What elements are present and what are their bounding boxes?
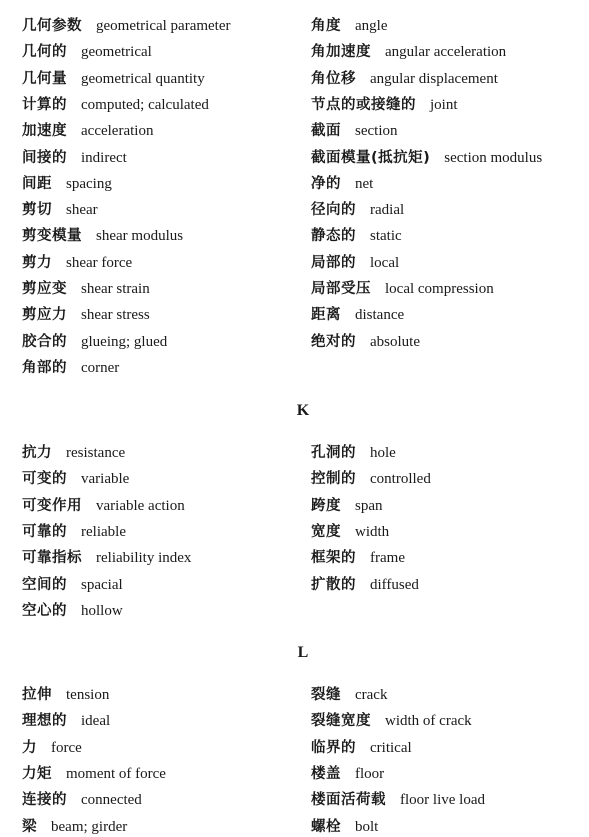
entry-term-chinese: 可靠的 xyxy=(22,523,67,540)
entry-term-chinese: 裂缝 xyxy=(311,687,341,703)
entry-term-chinese: 剪应力 xyxy=(22,307,67,324)
glossary-entry xyxy=(311,765,384,783)
entry-term-chinese: 可靠指标 xyxy=(22,550,82,567)
entry-term-english: distance xyxy=(355,307,405,324)
entry-term-english: shear strain xyxy=(81,281,150,297)
entry-term-english: section modulus xyxy=(444,149,543,166)
entry-term-english: critical xyxy=(370,739,412,756)
entry-term-english: span xyxy=(355,497,383,514)
entry-term-english: beam; girder xyxy=(51,818,128,835)
entry-term-english: static xyxy=(370,228,402,245)
entry-term-chinese: 间距 xyxy=(22,175,52,192)
entry-term-chinese: 可变作用 xyxy=(22,497,82,514)
entry-term-chinese: 临界的 xyxy=(311,739,356,756)
entry-term-english: width of crack xyxy=(385,713,472,730)
entry-term-chinese: 拉伸 xyxy=(22,687,52,703)
entry-term-chinese: 剪力 xyxy=(22,254,52,271)
glossary-entry xyxy=(22,43,152,61)
glossary-entry xyxy=(311,686,387,704)
glossary-entry xyxy=(311,227,402,245)
glossary-entry xyxy=(311,444,396,462)
entry-term-english: bolt xyxy=(355,818,379,835)
entry-term-english: variable xyxy=(81,471,130,488)
entry-term-chinese: 框架的 xyxy=(311,550,356,567)
glossary-entry xyxy=(22,254,132,272)
glossary-entry xyxy=(22,712,110,730)
entry-term-english: spacing xyxy=(66,175,112,192)
glossary-entry xyxy=(22,96,209,114)
entry-term-english: shear xyxy=(66,202,98,219)
glossary-entry xyxy=(311,333,420,351)
entry-term-chinese: 截面 xyxy=(311,123,341,140)
glossary-entry xyxy=(22,576,123,594)
glossary-entry xyxy=(311,17,387,35)
glossary-entry xyxy=(311,254,399,272)
glossary-entry xyxy=(22,470,129,488)
glossary-entry xyxy=(311,497,383,515)
entry-term-chinese: 控制的 xyxy=(311,471,356,488)
entry-term-chinese: 净的 xyxy=(311,175,341,192)
entry-term-english: diffused xyxy=(370,576,419,593)
glossary-entry xyxy=(22,765,166,783)
entry-term-english: reliable xyxy=(81,523,126,540)
entry-term-chinese: 空心的 xyxy=(22,602,67,619)
glossary-entry xyxy=(311,280,494,298)
glossary-entry xyxy=(311,712,472,730)
entry-term-english: reliability index xyxy=(96,550,192,567)
entry-term-chinese: 几何的 xyxy=(22,44,67,61)
entry-term-chinese: 几何参数 xyxy=(22,18,82,34)
entry-term-chinese: 胶合的 xyxy=(22,333,67,350)
glossary-entry xyxy=(22,739,82,757)
glossary-entry xyxy=(22,791,142,809)
entry-term-english: force xyxy=(51,739,82,756)
entry-term-chinese: 静态的 xyxy=(311,228,356,245)
entry-term-chinese: 连接的 xyxy=(22,792,67,809)
glossary-entry xyxy=(22,227,183,245)
entry-term-chinese: 可变的 xyxy=(22,471,67,488)
entry-term-chinese: 计算的 xyxy=(22,96,67,113)
glossary-entry xyxy=(22,333,167,351)
entry-term-chinese: 加速度 xyxy=(22,123,67,140)
entry-term-chinese: 空间的 xyxy=(22,576,67,593)
entry-term-english: hollow xyxy=(81,602,123,619)
entry-term-english: corner xyxy=(81,359,120,376)
entry-term-chinese: 裂缝宽度 xyxy=(311,713,371,730)
entry-term-chinese: 梁 xyxy=(22,818,37,835)
entry-term-chinese: 楼面活荷载 xyxy=(311,792,386,809)
entry-term-english: width xyxy=(355,523,390,540)
entry-term-english: geometrical xyxy=(81,44,152,61)
entry-term-english: frame xyxy=(370,550,405,567)
glossary-entry xyxy=(311,175,373,193)
entry-term-english: geometrical quantity xyxy=(81,70,205,87)
glossary-entry xyxy=(22,818,127,836)
section-heading: L xyxy=(297,644,309,661)
entry-term-english: spacial xyxy=(81,576,123,593)
glossary-entry xyxy=(22,201,98,219)
entry-term-english: section xyxy=(355,123,398,140)
glossary-entry xyxy=(22,602,123,620)
entry-term-chinese: 力 xyxy=(22,739,37,756)
glossary-entry xyxy=(311,470,431,488)
entry-term-english: angle xyxy=(355,18,388,34)
entry-term-english: joint xyxy=(430,96,458,113)
entry-term-english: floor xyxy=(355,765,385,782)
entry-term-english: crack xyxy=(355,687,388,703)
entry-term-chinese: 间接的 xyxy=(22,149,67,166)
entry-term-english: radial xyxy=(370,202,405,219)
glossary-entry xyxy=(22,149,127,167)
entry-term-english: shear force xyxy=(66,254,133,271)
glossary-entry xyxy=(311,122,398,140)
entry-term-english: tension xyxy=(66,687,110,703)
entry-term-chinese: 理想的 xyxy=(22,713,67,730)
entry-term-chinese: 剪切 xyxy=(22,202,52,219)
glossary-entry xyxy=(22,686,109,704)
glossary-entry xyxy=(311,818,378,836)
entry-term-chinese: 距离 xyxy=(311,307,341,324)
entry-term-english: shear modulus xyxy=(96,228,184,245)
entry-term-english: geometrical parameter xyxy=(96,18,231,34)
glossary-entry xyxy=(311,306,404,324)
glossary-entry xyxy=(311,549,405,567)
glossary-entry xyxy=(22,175,112,193)
glossary-entry xyxy=(22,497,185,515)
entry-term-chinese: 楼盖 xyxy=(311,765,341,782)
section-heading: K xyxy=(296,402,310,419)
entry-term-chinese: 绝对的 xyxy=(311,333,356,350)
glossary-entry xyxy=(311,96,458,114)
entry-term-english: glueing; glued xyxy=(81,333,168,350)
entry-term-chinese: 螺栓 xyxy=(311,818,341,835)
entry-term-english: hole xyxy=(370,445,396,461)
entry-term-chinese: 剪应变 xyxy=(22,281,67,297)
entry-term-chinese: 扩散的 xyxy=(311,576,356,593)
entry-term-english: computed; calculated xyxy=(81,96,209,113)
entry-term-english: controlled xyxy=(370,471,431,488)
entry-term-english: local compression xyxy=(385,281,494,297)
entry-term-chinese: 宽度 xyxy=(311,523,341,540)
entry-term-english: local xyxy=(370,254,400,271)
glossary-entry xyxy=(22,70,205,88)
entry-term-chinese: 跨度 xyxy=(311,497,341,514)
entry-term-english: shear stress xyxy=(81,307,150,324)
glossary-entry xyxy=(311,70,498,88)
entry-term-english: angular acceleration xyxy=(385,44,507,61)
glossary-entry xyxy=(22,549,191,567)
entry-term-chinese: 角度 xyxy=(311,18,341,34)
glossary-entry xyxy=(311,791,485,809)
glossary-entry xyxy=(22,306,150,324)
entry-term-chinese: 角位移 xyxy=(311,70,356,87)
entry-term-english: moment of force xyxy=(66,765,166,782)
glossary-entry xyxy=(22,17,231,35)
glossary-entry xyxy=(311,43,506,61)
entry-term-chinese: 几何量 xyxy=(22,70,67,87)
glossary-entry xyxy=(311,201,404,219)
entry-term-chinese: 局部受压 xyxy=(311,281,371,297)
entry-term-chinese: 孔洞的 xyxy=(311,445,356,461)
glossary-entry xyxy=(22,444,125,462)
entry-term-chinese: 径向的 xyxy=(311,202,356,219)
entry-term-english: absolute xyxy=(370,333,420,350)
entry-term-english: angular displacement xyxy=(370,70,498,87)
glossary-entry xyxy=(311,576,419,594)
glossary-entry xyxy=(22,280,150,298)
entry-term-english: floor live load xyxy=(400,792,485,809)
entry-term-chinese: 力矩 xyxy=(22,765,52,782)
entry-term-english: net xyxy=(355,175,374,192)
entry-term-english: connected xyxy=(81,792,142,809)
entry-term-english: indirect xyxy=(81,149,127,166)
entry-term-english: acceleration xyxy=(81,123,154,140)
entry-term-english: resistance xyxy=(66,445,126,461)
entry-term-chinese: 角部的 xyxy=(22,359,67,376)
glossary-entry xyxy=(311,523,389,541)
glossary-entry xyxy=(22,523,126,541)
entry-term-chinese: 剪变模量 xyxy=(22,228,82,245)
entry-term-chinese: 抗力 xyxy=(22,445,52,461)
entry-term-chinese: 局部的 xyxy=(311,254,356,271)
entry-term-english: variable action xyxy=(96,497,185,514)
glossary-entry xyxy=(22,122,153,140)
glossary-entry xyxy=(311,739,412,757)
entry-term-chinese: 截面模量(抵抗矩) xyxy=(311,149,431,166)
entry-term-chinese: 角加速度 xyxy=(311,44,371,61)
glossary-entry xyxy=(311,149,542,167)
entry-term-english: ideal xyxy=(81,713,111,730)
glossary-entry xyxy=(22,359,119,377)
entry-term-chinese: 节点的或接缝的 xyxy=(311,96,416,113)
